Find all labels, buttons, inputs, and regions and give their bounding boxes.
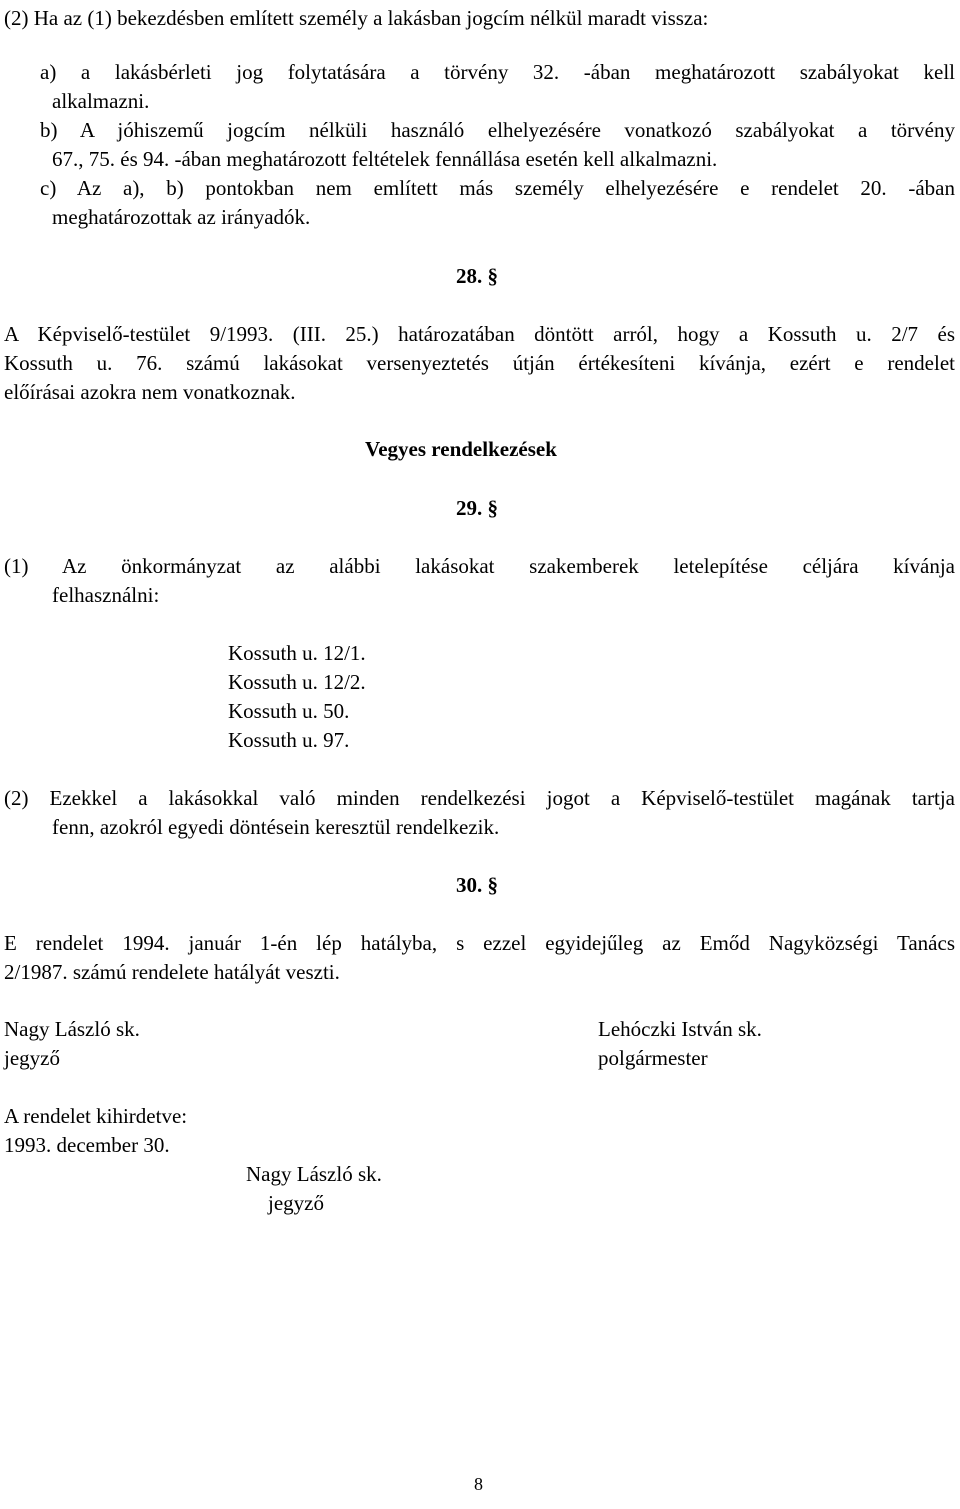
section-30-line1: E rendelet 1994. január 1-én lép hatályba, s ezzel egyidejűleg az Emőd Nagyközségi Tanács	[4, 931, 955, 955]
promulgation-date: 1993. december 30.	[4, 1133, 170, 1157]
signature-left-name: Nagy László sk.	[4, 1017, 140, 1041]
address-list-item: Kossuth u. 12/1.	[228, 641, 366, 665]
paragraph-27-2-intro: (2) Ha az (1) bekezdésben említett személy a lakásban jogcím nélkül maradt vissza:	[4, 6, 709, 30]
item-b-line1: b) A jóhiszemű jogcím nélküli használó elhelyezésére vonatkozó szabályokat a törvény	[40, 118, 955, 142]
item-c-line2: meghatározottak az irányadók.	[52, 205, 311, 229]
signature-left-title: jegyző	[4, 1046, 60, 1070]
address-list-item: Kossuth u. 12/2.	[228, 670, 366, 694]
item-b-line2: 67., 75. és 94. -ában meghatározott feltételek fennállása esetén kell alkalmazni.	[52, 147, 718, 171]
promulgation-label: A rendelet kihirdetve:	[4, 1104, 188, 1128]
section-29-p2-line2: fenn, azokról egyedi döntésein keresztül rendelkezik.	[52, 815, 500, 839]
promulgation-name: Nagy László sk.	[246, 1162, 382, 1186]
section-symbol: §	[487, 873, 498, 897]
section-symbol: §	[487, 264, 498, 288]
item-c-line1: c) Az a), b) pontokban nem említett más személy elhelyezésére e rendelet 20. -ában	[40, 176, 955, 200]
section-30-line2: 2/1987. számú rendelete hatályát veszti.	[4, 960, 340, 984]
section-28-heading: 28. §	[456, 264, 498, 288]
signature-right-title: polgármester	[598, 1046, 708, 1070]
signature-right-name: Lehóczki István sk.	[598, 1017, 762, 1041]
section-28-line3: előírásai azokra nem vonatkoznak.	[4, 380, 296, 404]
section-29-p2-line1: (2) Ezekkel a lakásokkal való minden rendelkezési jogot a Képviselő-testület magának tartja	[4, 786, 955, 810]
misc-provisions-heading: Vegyes rendelkezések	[365, 437, 557, 461]
section-28-line2: Kossuth u. 76. számú lakásokat versenyeztetés útján értékesíteni kívánja, ezért e rendelet	[4, 351, 955, 375]
address-list-item: Kossuth u. 50.	[228, 699, 350, 723]
section-symbol: §	[487, 496, 498, 520]
section-29-p1-line1: (1) Az önkormányzat az alábbi lakásokat szakemberek letelepítése céljára kívánja	[4, 554, 955, 578]
address-list-item: Kossuth u. 97.	[228, 728, 350, 752]
item-a-line1: a) a lakásbérleti jog folytatására a törvény 32. -ában meghatározott szabályokat kell	[40, 60, 955, 84]
section-28-line1: A Képviselő-testület 9/1993. (III. 25.) határozatában döntött arról, hogy a Kossuth u. 2/7 és	[4, 322, 955, 346]
section-29-heading: 29. §	[456, 496, 498, 520]
page-number: 8	[474, 1474, 483, 1494]
section-30-heading: 30. §	[456, 873, 498, 897]
promulgation-title: jegyző	[268, 1191, 324, 1215]
section-29-p1-line2: felhasználni:	[52, 583, 160, 607]
item-a-line2: alkalmazni.	[52, 89, 150, 113]
